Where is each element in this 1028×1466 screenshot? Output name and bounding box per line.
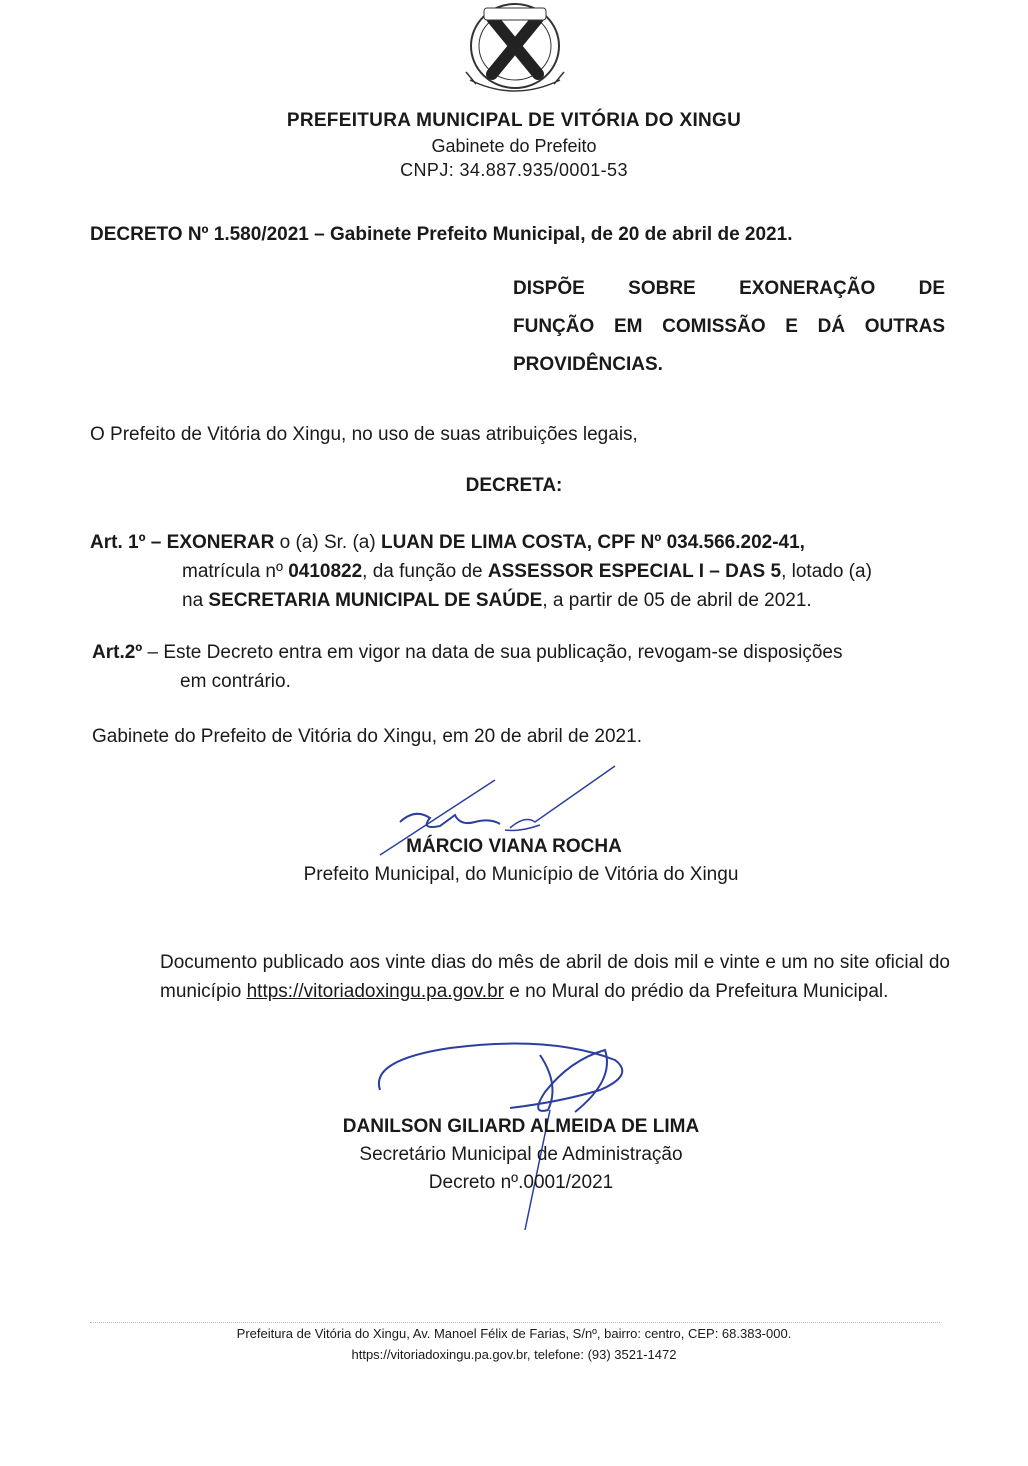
article-1-position: ASSESSOR ESPECIAL I – DAS 5 [487, 561, 782, 582]
article-1 [90, 528, 950, 615]
decreta-heading: DECRETA: [465, 475, 563, 496]
mayor-name: MÁRCIO VIANA ROCHA [406, 836, 622, 857]
footer-contact: https://vitoriadoxingu.pa.gov.br, telefone: (93) 3521-1472 [351, 1347, 677, 1362]
publication-text: e no Mural do prédio da Prefeitura Municipal. [503, 981, 889, 1002]
municipality-website-link[interactable]: https://vitoriadoxingu.pa.gov.br [246, 981, 504, 1002]
organization-name: PREFEITURA MUNICIPAL DE VITÓRIA DO XINGU [286, 110, 742, 131]
article-1-text: o (a) Sr. (a) [274, 532, 381, 553]
place-and-date: Gabinete do Prefeito de Vitória do Xingu, em 20 de abril de 2021. [92, 726, 642, 747]
article-1-registration: 0410822 [288, 561, 363, 582]
municipal-crest-logo [462, 2, 568, 100]
article-1-text: matrícula nº [182, 561, 289, 582]
secretary-name: DANILSON GILIARD ALMEIDA DE LIMA [342, 1116, 700, 1137]
publication-text: Documento publicado aos vinte dias do mês de abril de dois mil e vinte e um no site oficial do município [160, 952, 950, 1002]
mayor-role: Prefeito Municipal, do Município de Vitória do Xingu [303, 864, 739, 885]
decree-title: DECRETO Nº 1.580/2021 – Gabinete Prefeito Municipal, de 20 de abril de 2021. [90, 224, 793, 245]
article-1-text: , a partir de 05 de abril de 2021. [542, 590, 812, 611]
publication-note [160, 948, 950, 1006]
article-2 [92, 638, 952, 696]
article-1-label: Art. 1º – [90, 532, 162, 553]
article-1-text: , da função de [362, 561, 488, 582]
article-2-continuation: em contrário. [180, 671, 291, 692]
footer-address: Prefeitura de Vitória do Xingu, Av. Manoel Félix de Farias, S/nº, bairro: centro, CEP: 68.383-000. [236, 1326, 792, 1341]
decree-intro: O Prefeito de Vitória do Xingu, no uso de suas atribuições legais, [90, 424, 638, 445]
article-1-text: na [182, 590, 209, 611]
cnpj-line: CNPJ: 34.887.935/0001-53 [400, 160, 628, 180]
secretary-decree-reference: Decreto nº.0001/2021 [428, 1172, 614, 1193]
decree-ementa: DISPÕE SOBRE EXONERAÇÃO DE FUNÇÃO EM COMISSÃO E DÁ OUTRAS PROVIDÊNCIAS. [513, 278, 945, 375]
article-1-department: SECRETARIA MUNICIPAL DE SAÚDE [208, 590, 543, 611]
article-2-label: Art.2º [92, 642, 143, 663]
article-2-text: – Este Decreto entra em vigor na data de sua publicação, revogam-se disposições [142, 642, 843, 663]
office-name: Gabinete do Prefeito [431, 136, 597, 156]
article-1-action: EXONERAR [166, 532, 275, 553]
article-1-person: LUAN DE LIMA COSTA, CPF Nº 034.566.202-41, [380, 532, 805, 553]
article-1-text: , lotado (a) [781, 561, 872, 582]
secretary-role: Secretário Municipal de Administração [359, 1144, 683, 1165]
footer-divider [90, 1322, 940, 1323]
